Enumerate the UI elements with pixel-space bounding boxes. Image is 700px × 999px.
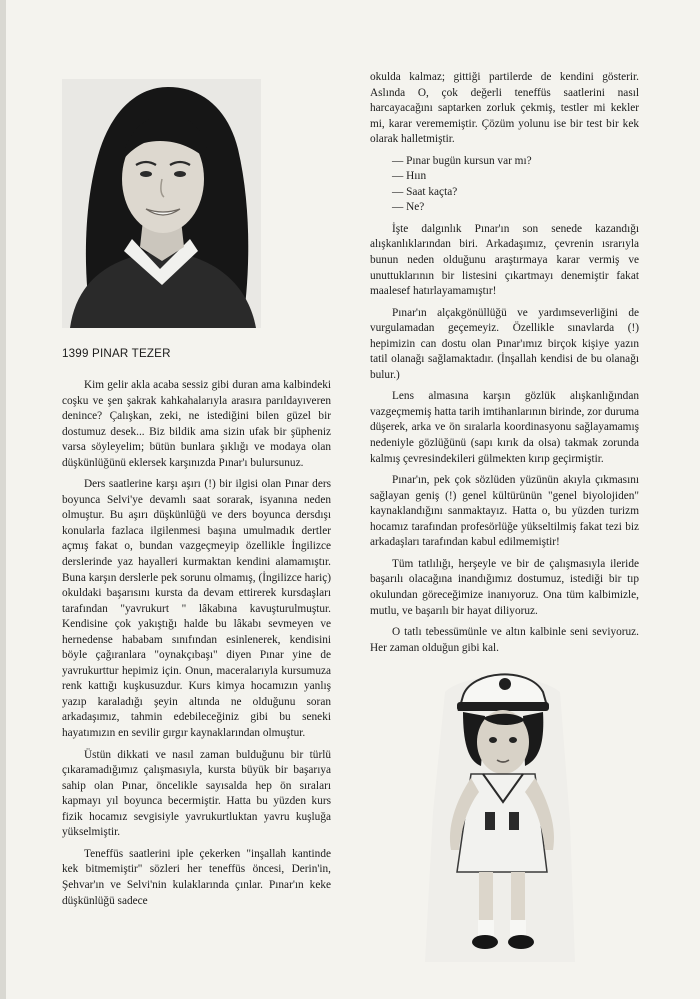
page-binding-edge — [0, 0, 6, 999]
dialogue-line: — Ne? — [392, 201, 425, 214]
dialogue-line: — Pınar bugün kursun var mı? — [392, 154, 532, 167]
photo-caption: 1399 PINAR TEZER — [62, 347, 171, 360]
bleed-through-text — [282, 60, 360, 310]
dialogue-line: — Hıın — [392, 170, 427, 183]
right-paragraph: Lens almasına karşın gözlük alışkanlığından vazgeçmemiş hatta tarih imtihanlarının birinde, zor duruma düşerek, arka ve ön sıralarla koordinasyonu sağlayamamış nedeniyle gözlüğünü (sapı kırık da olsa) takmak zorunda kalmış çevresindekileri gülmekten kırıp geçirmiştir. — [370, 390, 639, 465]
portrait-photo — [62, 79, 261, 328]
left-paragraph: Teneffüs saatlerini iple çekerken "inşallah kantinde kek bitmemiştir" sözleri her teneffüs öncesi, Derin'in, Şehvar'ın ve Selvi'nin kulaklarında çınlar. Pınar'ın keke düşkünlüğü sadece — [62, 847, 331, 907]
left-paragraph: Kim gelir akla acaba sessiz gibi duran ama kalbindeki coşku ve şen şakrak kahkahalarıyla arasıra parıldayıveren denince? Çalışkan, zeki, ne istediğini bilen güzel bir dostumuz desek... Biz bildik ama sizin ufak bir şüpheniz varsa söyleyelim; bütün bunlara şıklığı ve modaya olan düşkünlüğünü eklersek karşınızda Pınar'ı bulursunuz. — [62, 379, 331, 469]
right-intro-paragraph: okulda kalmaz; gittiği partilerde de kendini gösterir. Aslında O, çok değerli teneffüs saatlerini nasıl harcayacağını saptarken zorluk çekmiş, testler mi kekler mi, karar verememiştir. Çözüm yolunu ise bir test bir kek olarak halletmiştir. — [370, 71, 639, 146]
left-column — [62, 378, 331, 915]
right-paragraph: İşte dalgınlık Pınar'ın son senede kazandığı alışkanlıklarından biri. Arkadaşımız, çevrenin ısrarıyla bunun neden olduğunu araştırmaya karar vermiş ve unuttuklarının bir listesini çıkartmayı denemiştir fakat maalesef hatırlayamamıştır! — [370, 222, 639, 298]
right-paragraph: Pınar'ın, pek çok sözlüden yüzünün akıyla çıkmasını sağlayan geniş (!) genel kültürünün "genel biyolojiden" kaynaklandığını sanmaktayız. Hatta o, bu yüzden turizm hocamız tarafından profesörlüğe yükseltilmiş fakat tezi biz arkadaşları tarafından kabul edilmemiştir! — [370, 474, 639, 549]
right-column — [370, 70, 639, 662]
left-paragraph: Üstün dikkati ve nasıl zaman bulduğunu bir türlü çıkaramadığımız çalışmasıyla, kursta büyük bir başarıya sahip olan Pınar, öncelikle sayısalda hep ön sıraları kapmayı yıl boyunca becermiştir. Hatta bu yüzden kurs fizik hocamız sevgisiyle yavrukurtluktan yavru kuşluğa yükselmiştir. — [62, 748, 331, 839]
right-paragraph: O tatlı tebessümünle ve altın kalbinle seni seviyoruz. Her zaman olduğun gibi kal. — [370, 626, 639, 654]
bleed-through-text — [585, 640, 685, 960]
right-paragraph: Pınar'ın alçakgönüllüğü ve yardımseverliğini de vurgulamadan geçemeyiz. Özellikle sınavlarda (!) hepimizin can dostu olan Pınar'ımız birçok kişiye yazın tatil olanağı sağlamaktadır. (İnşallah kendisi de bu olanağı bulur.) — [370, 306, 639, 381]
child-photo-graphic — [425, 662, 575, 962]
right-paragraph: Tüm tatlılığı, herşeyle ve bir de çalışmasıyla ileride başarılı olacağına inandığımız dostumuz, istediği bir tıp okulundan göreceğimize inanıyoruz. Ona tüm kalbimizle, mutlu, ve başarılı bir hayat diliyoruz. — [370, 557, 639, 617]
dialogue-line: — Saat kaçta? — [392, 185, 458, 198]
portrait-photo-graphic — [62, 79, 261, 328]
child-photo — [425, 662, 575, 962]
left-paragraph: Ders saatlerine karşı aşırı (!) bir ilgisi olan Pınar ders boyunca Selvi'ye devamlı saat sorarak, isyanına neden olmuştur. Bu aşırı düşkünlüğü ve ders boyunca dersdışı konularla fazlaca ilgilenmesi başına umulmadık dertler açmış fakat o, bundan vazgeçmeyip özellikle İngilizce derslerinde yaz hayalleri kurmaktan kendini alamamıştır. Buna karşın derslerle pek sorunu olmamış, (İngilizce hariç) okuldaki başarısını kursta da devam ettirerek kursdaşları tarafından "yavrukurt " lâkabına kavuşturulmuştur. Kendisine çok yakıştığı halde bu lâkabı sevmeyen ve hernedense hababam sınıfından esinlenerek, kendisini böyle çağıranlara "oynakçıbaşı" diyen Pınar yine de yavrukurttur hepimiz için. Onun, maceralarıyla kursumuza renk kattığı kuşkusuzdur. Kurs kimya hocamızın yanlış yazıp karaladığı şeyin altında ne olduğunu soran arkadaşımız, tahmin edebileceğiniz gibi bu seneki hayatımızın en sevilir gırgır kaynaklarından olmuştur. — [62, 478, 331, 740]
